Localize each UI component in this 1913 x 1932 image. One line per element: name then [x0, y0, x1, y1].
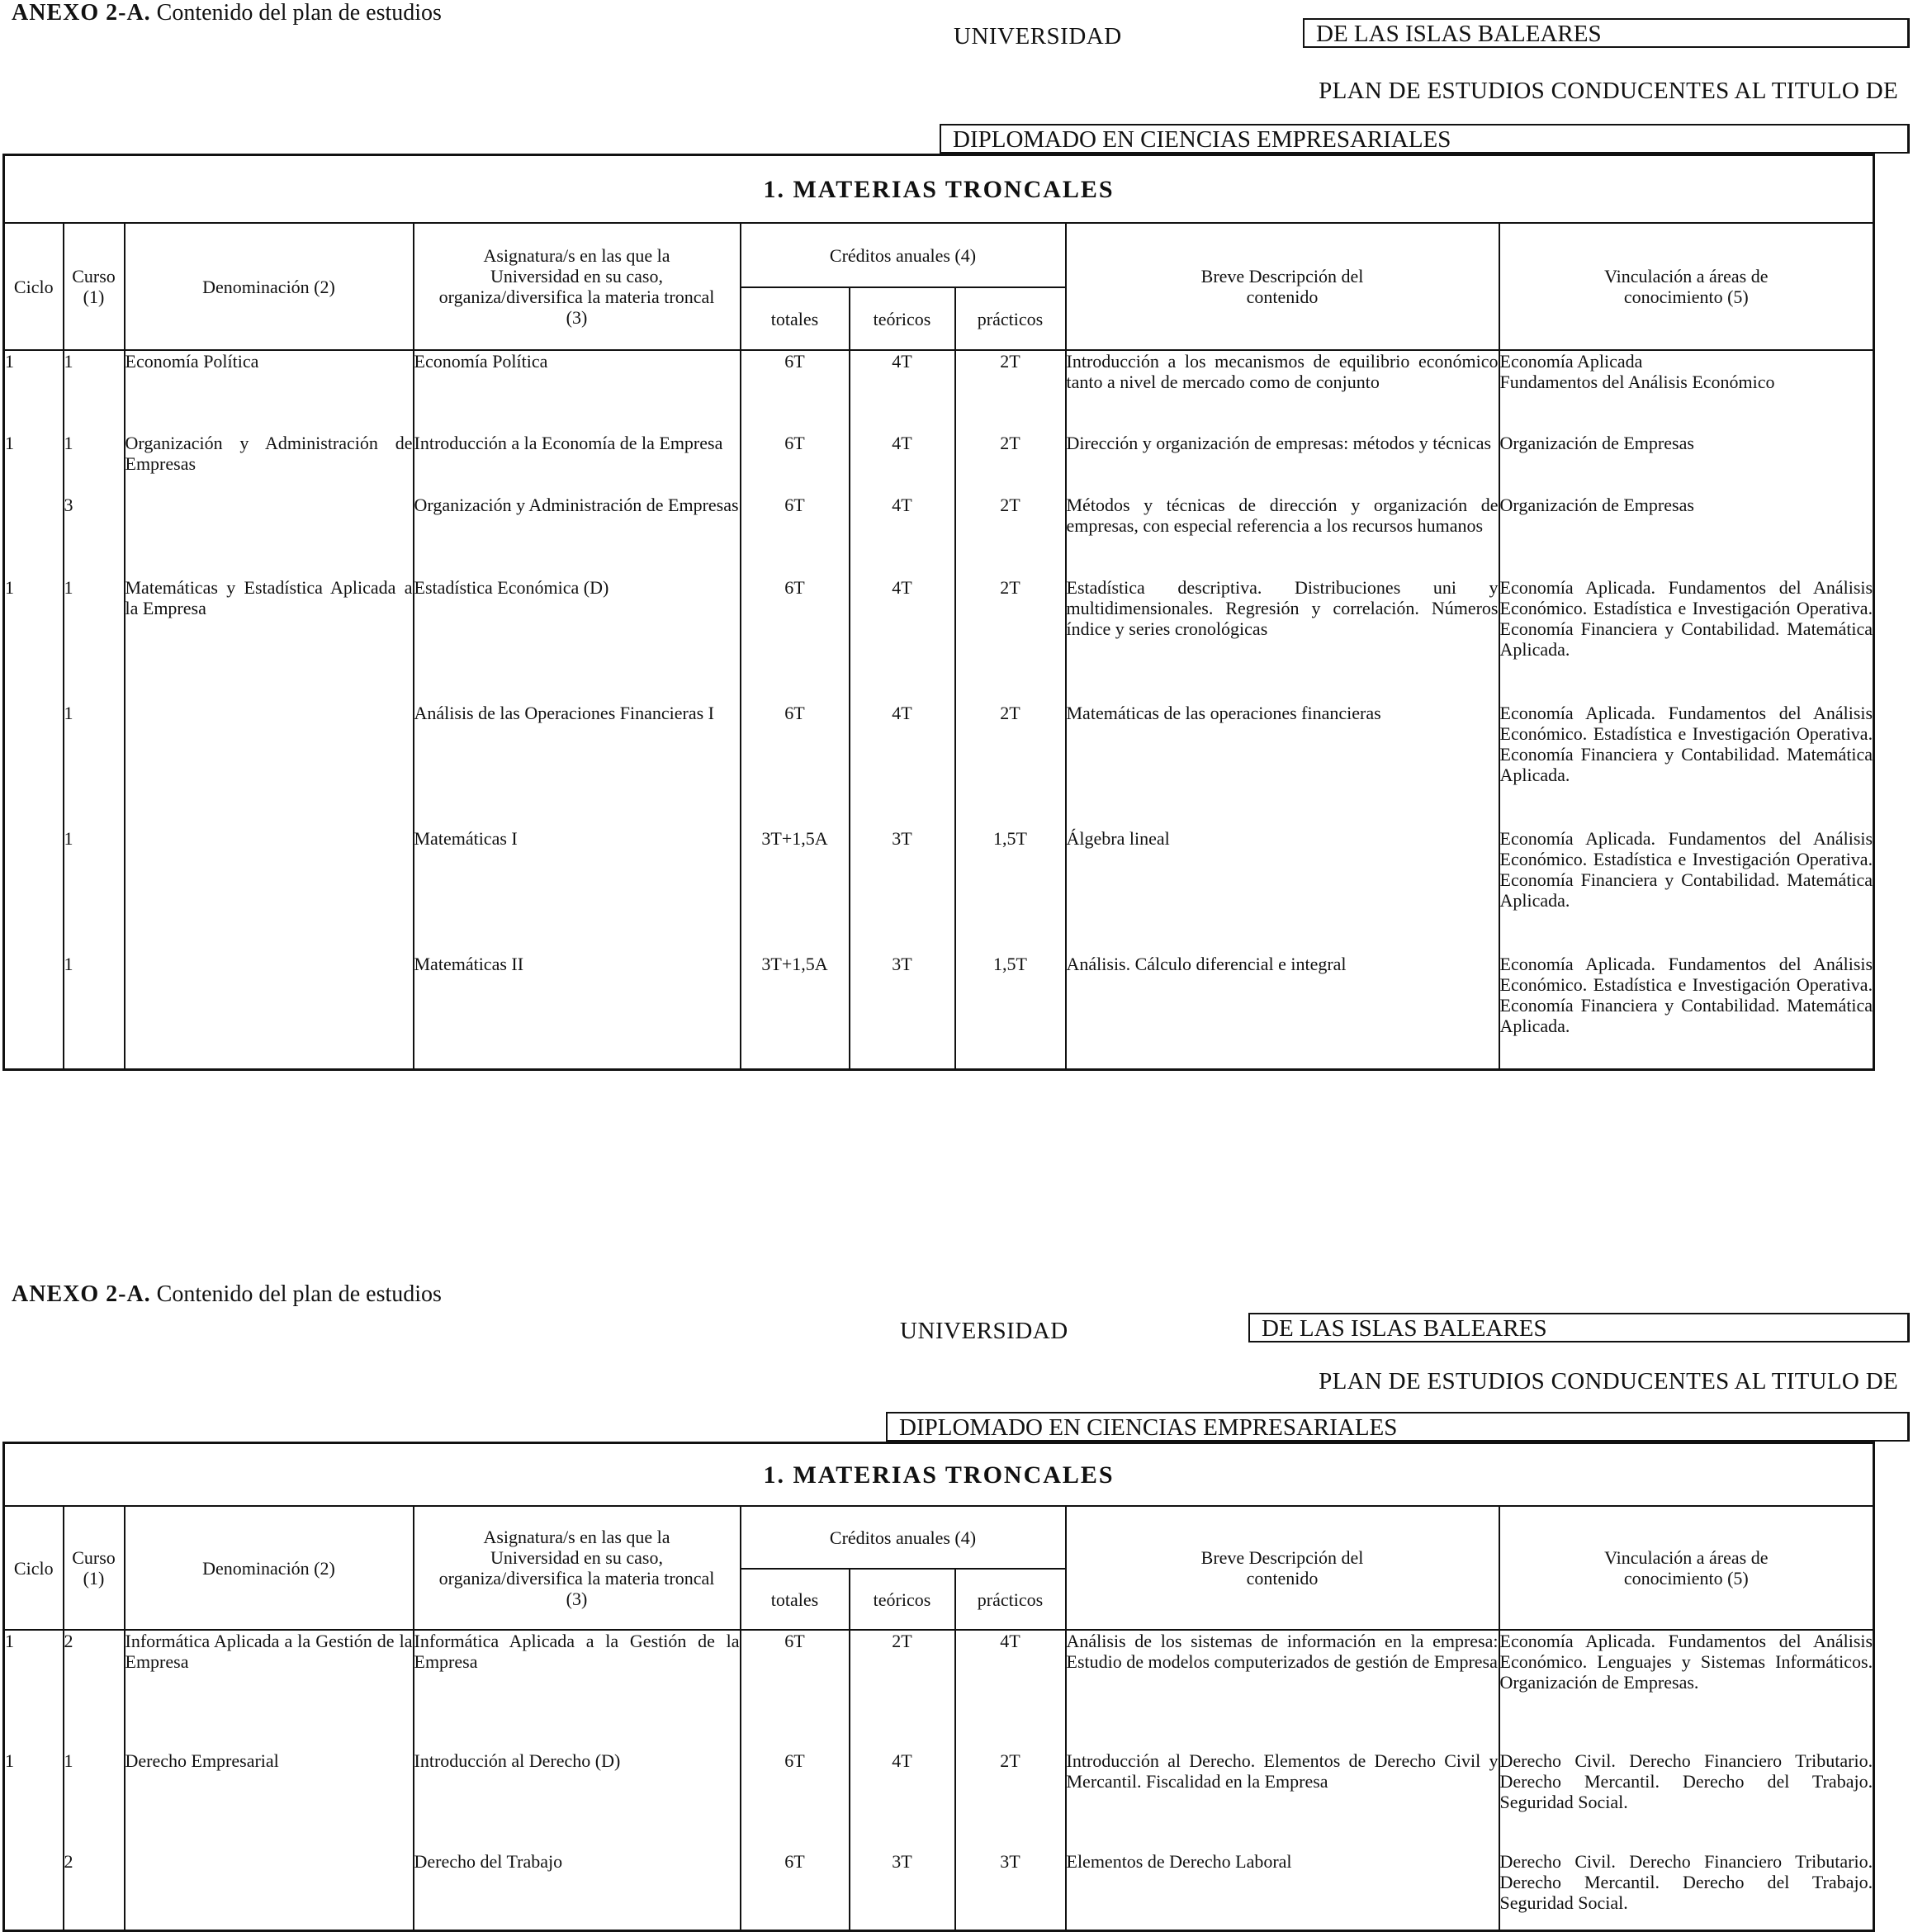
cell-curso: 3 — [64, 495, 125, 577]
plan-label: PLAN DE ESTUDIOS CONDUCENTES AL TITULO DE — [1319, 1368, 1898, 1395]
cell-practicos: 2T — [955, 433, 1066, 495]
materias-table — [2, 1442, 1875, 1932]
table-row — [4, 1851, 1874, 1930]
table-row — [4, 350, 1874, 433]
cell-curso: 1 — [64, 350, 125, 433]
degree-box: DIPLOMADO EN CIENCIAS EMPRESARIALES — [940, 124, 1910, 154]
table-row — [4, 1750, 1874, 1851]
cell-teoricos: 3T — [850, 954, 955, 1069]
cell-curso: 2 — [64, 1630, 125, 1750]
cell-curso: 1 — [64, 433, 125, 495]
cell-ciclo: 1 — [4, 577, 64, 703]
university-name-box: DE LAS ISLAS BALEARES — [1248, 1313, 1910, 1342]
cell-denominacion: Informática Aplicada a la Gestión de la Empresa — [125, 1630, 414, 1750]
cell-vinculacion: Economía Aplicada. Fundamentos del Análisis Económico. Estadística e Investigación Operativa. Economía Financiera y Contabilidad. Matemática Aplicada. — [1499, 828, 1874, 954]
cell-teoricos: 4T — [850, 1750, 955, 1851]
table-row — [4, 1630, 1874, 1750]
cell-asignatura: Derecho del Trabajo — [414, 1851, 741, 1930]
header-curso: Curso (1) — [64, 223, 125, 350]
header-asignatura: Asignatura/s en las que la Universidad en su caso, organiza/diversifica la materia troncal (3) — [414, 1506, 741, 1630]
cell-totales: 6T — [741, 703, 850, 828]
annex-heading — [12, 1281, 442, 1308]
header-descripcion: Breve Descripción del contenido — [1066, 223, 1499, 350]
cell-ciclo — [4, 1851, 64, 1930]
degree-box: DIPLOMADO EN CIENCIAS EMPRESARIALES — [886, 1412, 1910, 1442]
cell-teoricos: 3T — [850, 1851, 955, 1930]
university-label: UNIVERSIDAD — [954, 23, 1122, 50]
header-vinculacion: Vinculación a áreas de conocimiento (5) — [1499, 1506, 1874, 1630]
cell-ciclo: 1 — [4, 350, 64, 433]
cell-curso: 1 — [64, 703, 125, 828]
university-name-box: DE LAS ISLAS BALEARES — [1303, 18, 1910, 48]
cell-denominacion — [125, 495, 414, 577]
cell-curso: 1 — [64, 1750, 125, 1851]
cell-descripcion: Introducción a los mecanismos de equilibrio económico tanto a nivel de mercado como de conjunto — [1066, 350, 1499, 433]
cell-totales: 6T — [741, 350, 850, 433]
header-totales: totales — [741, 287, 850, 350]
cell-teoricos: 4T — [850, 495, 955, 577]
cell-descripcion: Métodos y técnicas de dirección y organización de empresas, con especial referencia a los recursos humanos — [1066, 495, 1499, 577]
cell-vinculacion: Economía Aplicada. Fundamentos del Análisis Económico. Estadística e Investigación Operativa. Economía Financiera y Contabilidad. Matemática Aplicada. — [1499, 954, 1874, 1069]
cell-practicos: 2T — [955, 495, 1066, 577]
cell-asignatura: Economía Política — [414, 350, 741, 433]
cell-vinculacion: Economía Aplicada. Fundamentos del Análisis Económico. Estadística e Investigación Operativa. Economía Financiera y Contabilidad. Matemática Aplicada. — [1499, 703, 1874, 828]
header-totales: totales — [741, 1569, 850, 1630]
cell-practicos: 1,5T — [955, 954, 1066, 1069]
cell-practicos: 2T — [955, 350, 1066, 433]
cell-curso: 1 — [64, 828, 125, 954]
annex-heading — [12, 0, 442, 26]
header-creditos: Créditos anuales (4) — [741, 1506, 1066, 1569]
cell-totales: 3T+1,5A — [741, 954, 850, 1069]
cell-descripcion: Introducción al Derecho. Elementos de Derecho Civil y Mercantil. Fiscalidad en la Empresa — [1066, 1750, 1499, 1851]
cell-descripcion: Álgebra lineal — [1066, 828, 1499, 954]
table-row — [4, 433, 1874, 495]
header-vinculacion: Vinculación a áreas de conocimiento (5) — [1499, 223, 1874, 350]
cell-vinculacion: Economía Aplicada Fundamentos del Análisis Económico — [1499, 350, 1874, 433]
cell-practicos: 2T — [955, 577, 1066, 703]
cell-denominacion — [125, 828, 414, 954]
header-denominacion: Denominación (2) — [125, 223, 414, 350]
cell-teoricos: 4T — [850, 703, 955, 828]
cell-asignatura: Introducción a la Economía de la Empresa — [414, 433, 741, 495]
table-row — [4, 954, 1874, 1069]
table-row — [4, 828, 1874, 954]
table-row — [4, 577, 1874, 703]
header-practicos: prácticos — [955, 287, 1066, 350]
cell-ciclo — [4, 954, 64, 1069]
cell-vinculacion: Organización de Empresas — [1499, 433, 1874, 495]
cell-ciclo — [4, 828, 64, 954]
cell-vinculacion: Derecho Civil. Derecho Financiero Tributario. Derecho Mercantil. Derecho del Trabajo. Seguridad Social. — [1499, 1750, 1874, 1851]
cell-practicos: 4T — [955, 1630, 1066, 1750]
cell-asignatura: Análisis de las Operaciones Financieras I — [414, 703, 741, 828]
cell-descripcion: Elementos de Derecho Laboral — [1066, 1851, 1499, 1930]
cell-teoricos: 2T — [850, 1630, 955, 1750]
cell-ciclo: 1 — [4, 1630, 64, 1750]
annex-text: Contenido del plan de estudios — [150, 0, 442, 26]
university-label: UNIVERSIDAD — [900, 1318, 1068, 1344]
table-row — [4, 495, 1874, 577]
cell-asignatura: Matemáticas II — [414, 954, 741, 1069]
header-ciclo: Ciclo — [4, 223, 64, 350]
cell-teoricos: 4T — [850, 577, 955, 703]
header-curso: Curso (1) — [64, 1506, 125, 1630]
cell-practicos: 3T — [955, 1851, 1066, 1930]
header-creditos: Créditos anuales (4) — [741, 223, 1066, 287]
cell-descripcion: Análisis de los sistemas de información en la empresa: Estudio de modelos computerizados de gestión de Empresa — [1066, 1630, 1499, 1750]
cell-practicos: 2T — [955, 703, 1066, 828]
cell-descripcion: Dirección y organización de empresas: métodos y técnicas — [1066, 433, 1499, 495]
cell-ciclo: 1 — [4, 1750, 64, 1851]
cell-vinculacion: Economía Aplicada. Fundamentos del Análisis Económico. Lenguajes y Sistemas Informáticos. Organización de Empresas. — [1499, 1630, 1874, 1750]
section-title: 1. MATERIAS TRONCALES — [4, 155, 1874, 224]
header-ciclo: Ciclo — [4, 1506, 64, 1630]
table-row — [4, 703, 1874, 828]
cell-ciclo — [4, 703, 64, 828]
cell-denominacion: Derecho Empresarial — [125, 1750, 414, 1851]
cell-totales: 6T — [741, 433, 850, 495]
cell-denominacion — [125, 1851, 414, 1930]
cell-curso: 1 — [64, 954, 125, 1069]
cell-denominacion: Organización y Administración de Empresas — [125, 433, 414, 495]
cell-practicos: 2T — [955, 1750, 1066, 1851]
cell-denominacion — [125, 954, 414, 1069]
cell-denominacion: Economía Política — [125, 350, 414, 433]
header-asignatura: Asignatura/s en las que la Universidad en su caso, organiza/diversifica la materia troncal (3) — [414, 223, 741, 350]
plan-label: PLAN DE ESTUDIOS CONDUCENTES AL TITULO DE — [1319, 78, 1898, 104]
cell-teoricos: 4T — [850, 350, 955, 433]
header-descripcion: Breve Descripción del contenido — [1066, 1506, 1499, 1630]
cell-totales: 6T — [741, 1851, 850, 1930]
cell-asignatura: Organización y Administración de Empresas — [414, 495, 741, 577]
cell-asignatura: Matemáticas I — [414, 828, 741, 954]
header-practicos: prácticos — [955, 1569, 1066, 1630]
header-teoricos: teóricos — [850, 287, 955, 350]
cell-curso: 2 — [64, 1851, 125, 1930]
cell-ciclo: 1 — [4, 433, 64, 495]
cell-totales: 6T — [741, 495, 850, 577]
cell-asignatura: Estadística Económica (D) — [414, 577, 741, 703]
cell-descripcion: Matemáticas de las operaciones financieras — [1066, 703, 1499, 828]
cell-ciclo — [4, 495, 64, 577]
header-teoricos: teóricos — [850, 1569, 955, 1630]
cell-descripcion: Análisis. Cálculo diferencial e integral — [1066, 954, 1499, 1069]
cell-teoricos: 3T — [850, 828, 955, 954]
cell-totales: 6T — [741, 577, 850, 703]
cell-denominacion — [125, 703, 414, 828]
section-title: 1. MATERIAS TRONCALES — [4, 1443, 1874, 1507]
cell-teoricos: 4T — [850, 433, 955, 495]
cell-totales: 3T+1,5A — [741, 828, 850, 954]
annex-text: Contenido del plan de estudios — [150, 1281, 442, 1307]
cell-asignatura: Informática Aplicada a la Gestión de la Empresa — [414, 1630, 741, 1750]
cell-vinculacion: Economía Aplicada. Fundamentos del Análisis Económico. Estadística e Investigación Operativa. Economía Financiera y Contabilidad. Matemática Aplicada. — [1499, 577, 1874, 703]
cell-vinculacion: Organización de Empresas — [1499, 495, 1874, 577]
cell-totales: 6T — [741, 1750, 850, 1851]
materias-table — [2, 154, 1875, 1071]
cell-curso: 1 — [64, 577, 125, 703]
cell-denominacion: Matemáticas y Estadística Aplicada a la Empresa — [125, 577, 414, 703]
cell-asignatura: Introducción al Derecho (D) — [414, 1750, 741, 1851]
cell-descripcion: Estadística descriptiva. Distribuciones uni y multidimensionales. Regresión y correlación. Números índice y series cronológicas — [1066, 577, 1499, 703]
annex-label: ANEXO 2-A. — [12, 1281, 151, 1307]
page-2 — [0, 1281, 1913, 1932]
cell-totales: 6T — [741, 1630, 850, 1750]
annex-label: ANEXO 2-A. — [12, 0, 151, 26]
cell-practicos: 1,5T — [955, 828, 1066, 954]
header-denominacion: Denominación (2) — [125, 1506, 414, 1630]
cell-vinculacion: Derecho Civil. Derecho Financiero Tributario. Derecho Mercantil. Derecho del Trabajo. Seguridad Social. — [1499, 1851, 1874, 1930]
